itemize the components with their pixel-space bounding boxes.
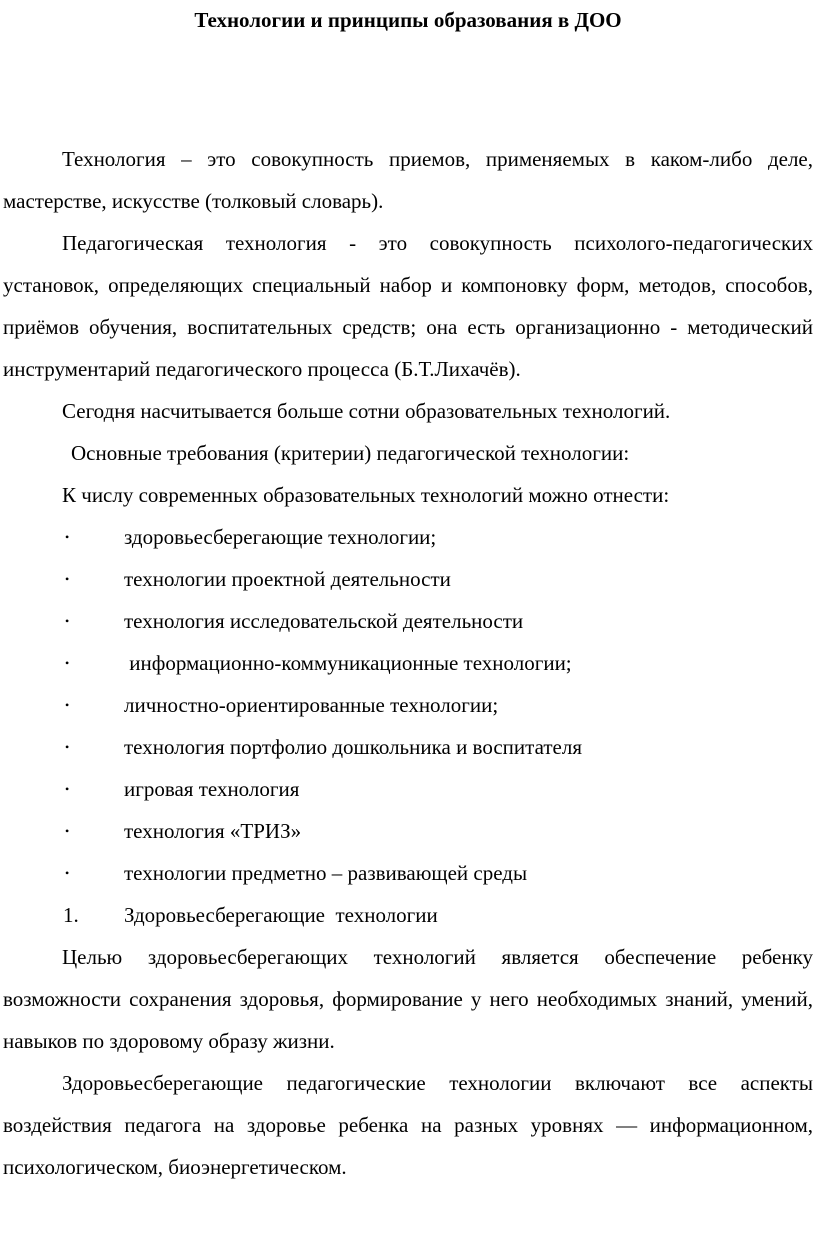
bullet-icon: • bbox=[65, 866, 70, 880]
bullet-icon: • bbox=[65, 614, 70, 628]
paragraph-pedagogical-technology: Педагогическая технология - это совокупность психолого-педагогических установок, определяющих специальный набор и компоновку форм, методов, способов, приёмов обучения, воспитательных средств; она есть организационно - методический инструментарий педагогического процесса (Б.Т.Лихачёв). bbox=[3, 231, 813, 381]
list-item bbox=[3, 642, 813, 684]
title-spacer bbox=[3, 34, 813, 138]
bullet-icon: • bbox=[65, 572, 70, 586]
bullet-icon: • bbox=[65, 698, 70, 712]
list-item bbox=[3, 810, 813, 852]
list-item-text: игровая технология bbox=[124, 777, 300, 801]
list-item bbox=[3, 516, 813, 558]
list-item-text: технология исследовательской деятельности bbox=[124, 609, 524, 633]
list-item bbox=[3, 684, 813, 726]
list-item-text: технология портфолио дошкольника и воспитателя bbox=[124, 735, 582, 759]
list-item-text: информационно-коммуникационные технологии; bbox=[124, 651, 572, 675]
list-item-text: технология «ТРИЗ» bbox=[124, 819, 302, 843]
list-item bbox=[3, 768, 813, 810]
list-item-text: личностно-ориентированные технологии; bbox=[124, 693, 499, 717]
bullet-icon: • bbox=[65, 740, 70, 754]
list-item-text: технологии предметно – развивающей среды bbox=[124, 861, 528, 885]
section-heading bbox=[3, 894, 813, 936]
list-item bbox=[3, 600, 813, 642]
paragraph-requirements: Основные требования (критерии) педагогической технологии: bbox=[71, 441, 630, 465]
bullet-icon: • bbox=[65, 656, 70, 670]
list-item-text: технологии проектной деятельности bbox=[124, 567, 451, 591]
paragraph-technology-definition: Технология – это совокупность приемов, применяемых в каком-либо деле, мастерстве, искусстве (толковый словарь). bbox=[3, 147, 813, 213]
paragraph-list-intro: К числу современных образовательных технологий можно отнести: bbox=[62, 483, 670, 507]
bullet-icon: • bbox=[65, 824, 70, 838]
section-number: 1. bbox=[63, 903, 79, 927]
bullet-icon: • bbox=[65, 530, 70, 544]
document-title: Технологии и принципы образования в ДОО bbox=[194, 8, 622, 32]
paragraph-health-aspects: Здоровьесберегающие педагогические технологии включают все аспекты воздействия педагога на здоровье ребенка на разных уровнях — информационном, психологическом, биоэнергетическом. bbox=[3, 1071, 813, 1179]
bullet-icon: • bbox=[65, 782, 70, 796]
list-item bbox=[3, 852, 813, 894]
list-item bbox=[3, 558, 813, 600]
section-heading-text: Здоровьесберегающие технологии bbox=[124, 903, 438, 927]
paragraph-technology-count: Сегодня насчитывается больше сотни образовательных технологий. bbox=[62, 399, 671, 423]
list-item-text: здоровьесберегающие технологии; bbox=[124, 525, 437, 549]
technology-list bbox=[3, 516, 813, 894]
paragraph-health-goal: Целью здоровьесберегающих технологий является обеспечение ребенку возможности сохранения здоровья, формирование у него необходимых знаний, умений, навыков по здоровому образу жизни. bbox=[3, 945, 813, 1053]
list-item bbox=[3, 726, 813, 768]
